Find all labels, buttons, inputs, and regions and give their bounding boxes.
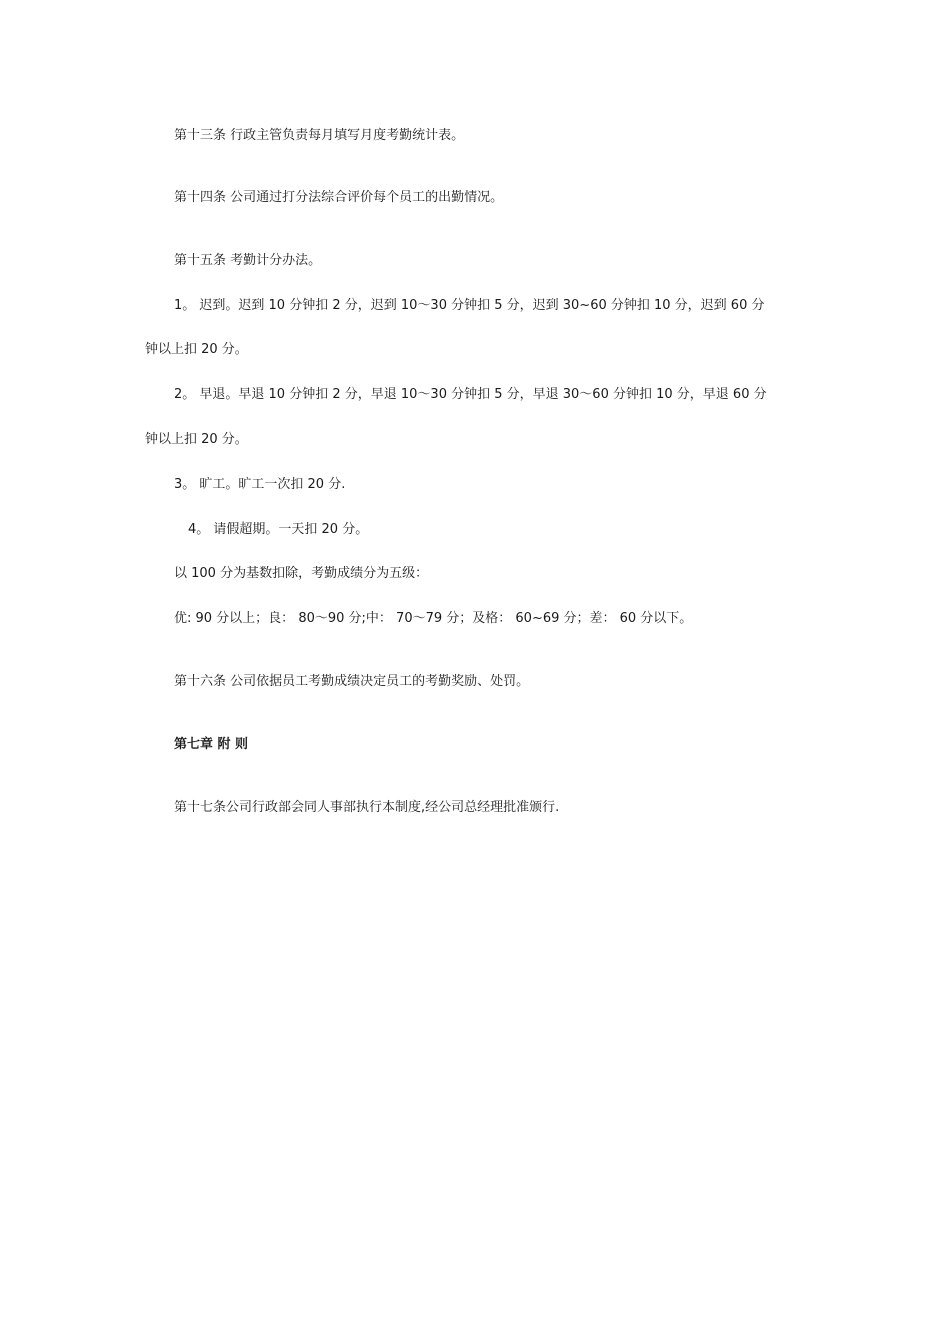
score-base: 以 100 分为基数扣除，考勤成绩分为五级： [174,566,429,581]
chapter-7-heading: 第七章 附 则 [174,737,249,752]
article-13: 第十三条 行政主管负责每月填写月度考勤统计表。 [174,128,465,143]
item-1-line-2: 钟以上扣 20 分。 [145,342,248,357]
article-14: 第十四条 公司通过打分法综合评价每个员工的出勤情况。 [174,190,504,205]
item-3: 3。 旷工。旷工一次扣 20 分. [174,477,346,492]
item-4: 4。 请假超期。一天扣 20 分。 [188,522,369,537]
item-2-line-2: 钟以上扣 20 分。 [145,432,248,447]
article-15: 第十五条 考勤计分办法。 [174,253,322,268]
article-16: 第十六条 公司依据员工考勤成绩决定员工的考勤奖励、处罚。 [174,674,530,689]
item-1-line-1: 1。 迟到。迟到 10 分钟扣 2 分，迟到 10～30 分钟扣 5 分，迟到 30~60 分钟扣 10 分，迟到 60 分 [174,298,765,313]
article-17: 第十七条公司行政部会同人事部执行本制度,经公司总经理批准颁行. [174,800,560,815]
grades: 优: 90 分以上；良： 80～90 分;中： 70～79 分；及格： 60~69 分；差： 60 分以下。 [174,611,693,626]
item-2-line-1: 2。 早退。早退 10 分钟扣 2 分，早退 10～30 分钟扣 5 分，早退 30～60 分钟扣 10 分，早退 60 分 [174,387,767,402]
